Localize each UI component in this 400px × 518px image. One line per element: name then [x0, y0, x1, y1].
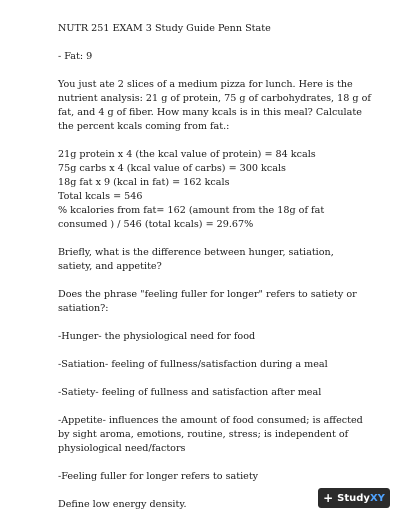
calc-line: 75g carbs x 4 (kcal value of carbs) = 300 kcals [58, 163, 286, 174]
def-satiety: -Satiety- feeling of fullness and satisfaction after meal [58, 387, 322, 398]
fat-line: - Fat: 9 [58, 51, 93, 62]
kcal-calculation [58, 148, 378, 232]
question-line: fat, and 4 g of fiber. How many kcals is in this meal? Calculate [58, 107, 362, 118]
question-line: satiety, and appetite? [58, 261, 162, 272]
doc-title: NUTR 251 EXAM 3 Study Guide Penn State [58, 23, 271, 34]
watermark-brand: StudyXY [337, 492, 385, 504]
calc-line: 18g fat x 9 (kcal in fat) = 162 kcals [58, 177, 230, 188]
document-page [58, 22, 378, 512]
calc-line: % kcalories from fat= 162 (amount from the 18g of fat [58, 205, 325, 216]
appetite-line: -Appetite- influences the amount of food consumed; is affected [58, 415, 363, 426]
calc-line: consumed ) / 546 (total kcals) = 29.67% [58, 219, 254, 230]
studyxy-watermark [318, 488, 390, 508]
pizza-question [58, 78, 378, 134]
plus-icon: + [323, 491, 334, 505]
def-satiation: -Satiation- feeling of fullness/satisfaction during a meal [58, 359, 328, 370]
phrase-question [58, 288, 378, 316]
question-line: Does the phrase "feeling fuller for longer" refers to satiety or [58, 289, 357, 300]
question-line: satiation?: [58, 303, 109, 314]
def-hunger: -Hunger- the physiological need for food [58, 331, 256, 342]
define-question: Define low energy density. [58, 499, 187, 510]
def-appetite [58, 414, 378, 456]
hunger-question [58, 246, 378, 274]
question-line: Briefly, what is the difference between hunger, satiation, [58, 247, 334, 258]
question-line: the percent kcals coming from fat.: [58, 121, 230, 132]
calc-line: 21g protein x 4 (the kcal value of protein) = 84 kcals [58, 149, 316, 160]
appetite-line: by sight aroma, emotions, routine, stress; is independent of [58, 429, 349, 440]
fuller-answer: -Feeling fuller for longer refers to satiety [58, 471, 259, 482]
appetite-line: physiological need/factors [58, 443, 186, 454]
calc-line: Total kcals = 546 [58, 191, 143, 202]
question-line: nutrient analysis: 21 g of protein, 75 g of carbohydrates, 18 g of [58, 93, 371, 104]
question-line: You just ate 2 slices of a medium pizza for lunch. Here is the [58, 79, 353, 90]
